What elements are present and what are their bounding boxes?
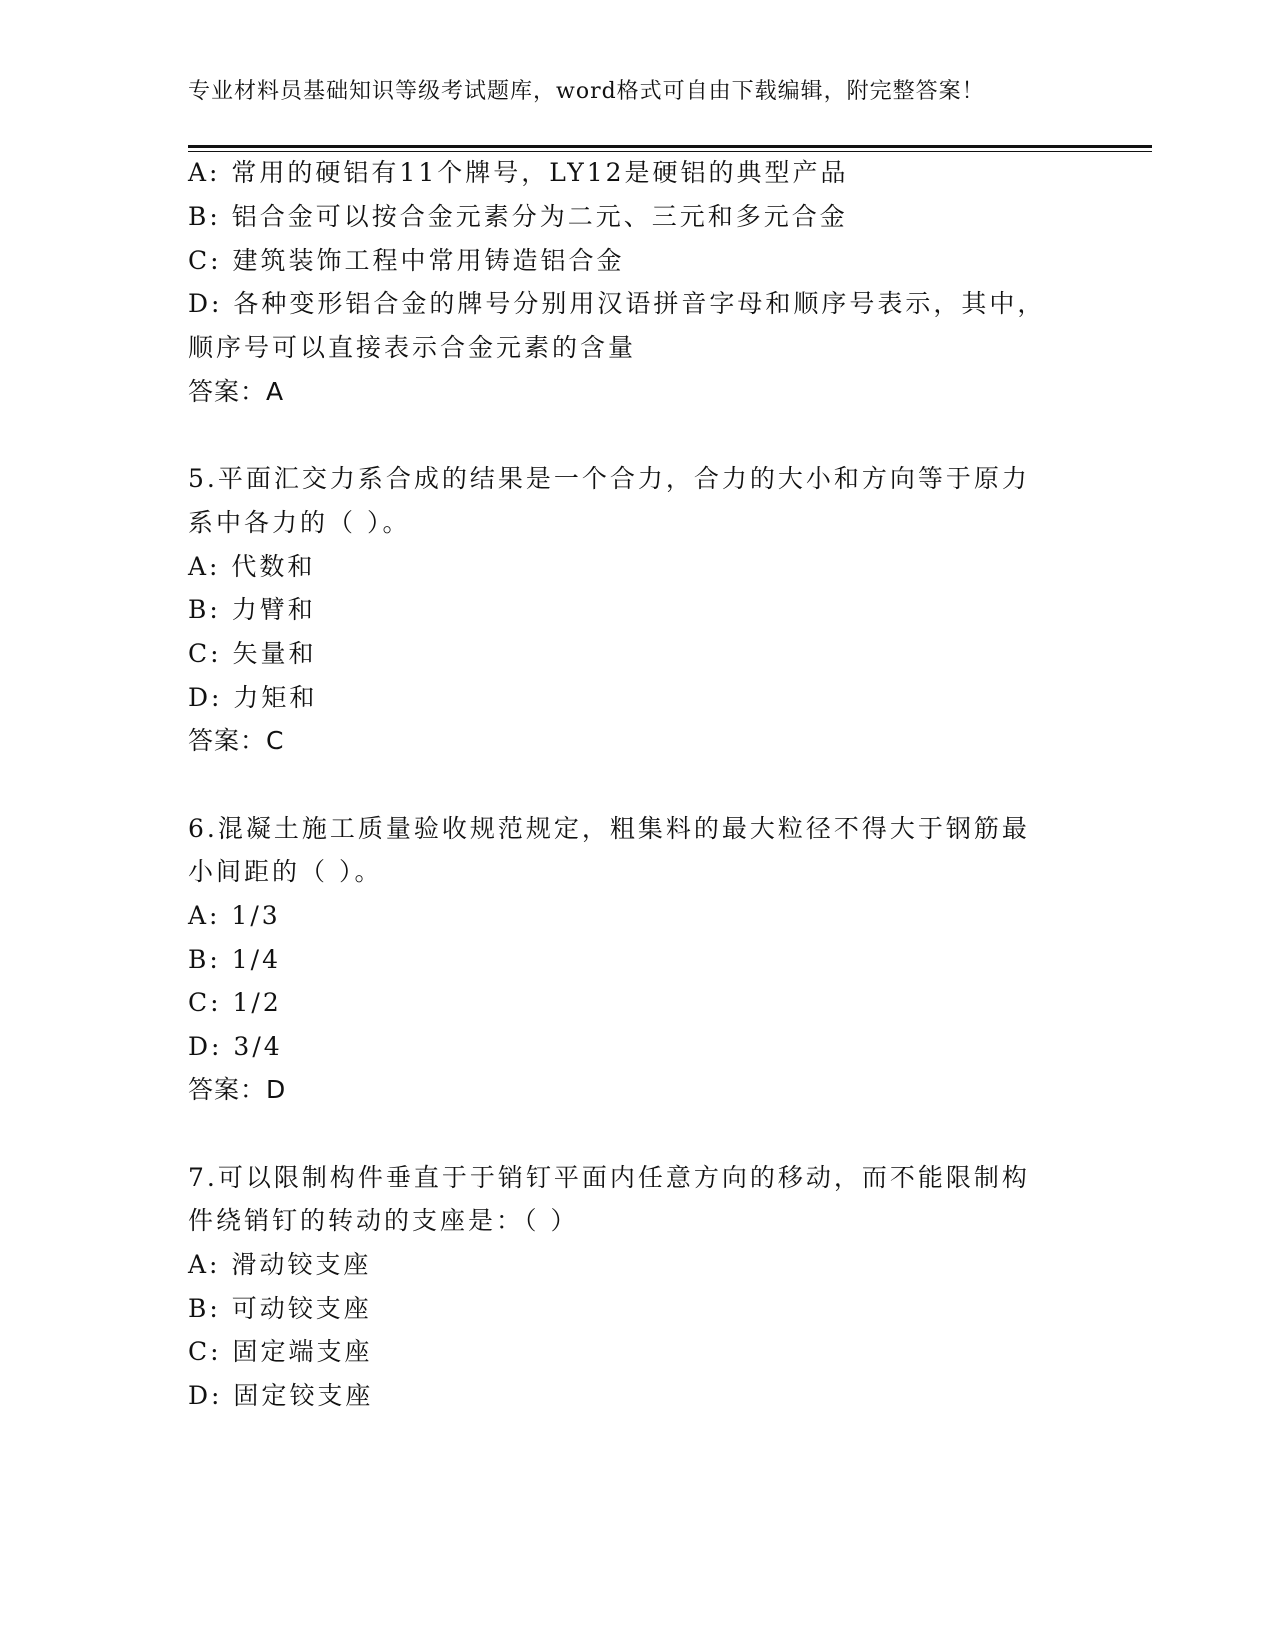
q6-answer: 答案：D xyxy=(188,1075,287,1104)
q7-option-b: B: 可动铰支座 xyxy=(188,1294,372,1323)
q6-option-c: C: 1/2 xyxy=(188,988,282,1017)
q5-option-d: D: 力矩和 xyxy=(188,683,318,712)
q4-answer: 答案：A xyxy=(188,377,285,406)
q4-option-a: A: 常用的硬铝有11个牌号，LY12是硬铝的典型产品 xyxy=(188,158,849,187)
q7-question-line2: 件绕销钉的转动的支座是：（ ） xyxy=(188,1206,579,1235)
q5-option-a: A: 代数和 xyxy=(188,552,316,581)
q6-option-d: D: 3/4 xyxy=(188,1032,283,1061)
q6-option-a: A: 1/3 xyxy=(188,901,281,930)
q4-option-d-cont: 顺序号可以直接表示合金元素的含量 xyxy=(188,333,637,362)
q6-question-line1: 6.混凝土施工质量验收规范规定，粗集料的最大粒径不得大于钢筋最 xyxy=(188,814,1030,843)
q4-option-c: C: 建筑装饰工程中常用铸造铝合金 xyxy=(188,246,625,275)
q5-question-line2: 系中各力的（ ）。 xyxy=(188,508,411,537)
q6-option-b: B: 1/4 xyxy=(188,945,281,974)
q5-question-line1: 5.平面汇交力系合成的结果是一个合力，合力的大小和方向等于原力 xyxy=(188,464,1030,493)
q7-question-line1: 7.可以限制构件垂直于于销钉平面内任意方向的移动，而不能限制构 xyxy=(188,1163,1030,1192)
q7-option-c: C: 固定端支座 xyxy=(188,1337,373,1366)
q7-option-d: D: 固定铰支座 xyxy=(188,1381,374,1410)
q5-option-c: C: 矢量和 xyxy=(188,639,317,668)
q5-option-b: B: 力臂和 xyxy=(188,595,316,624)
header-rule-thin xyxy=(188,151,1152,152)
page-header: 专业材料员基础知识等级考试题库，word格式可自由下载编辑，附完整答案！ xyxy=(188,79,985,104)
q7-option-a: A: 滑动铰支座 xyxy=(188,1250,372,1279)
q6-question-line2: 小间距的（ ）。 xyxy=(188,857,383,886)
q5-answer: 答案：C xyxy=(188,726,285,755)
q4-option-d: D: 各种变形铝合金的牌号分别用汉语拼音字母和顺序号表示，其中， xyxy=(188,289,1046,318)
q4-option-b: B: 铝合金可以按合金元素分为二元、三元和多元合金 xyxy=(188,202,848,231)
header-rule-thick xyxy=(188,145,1152,148)
